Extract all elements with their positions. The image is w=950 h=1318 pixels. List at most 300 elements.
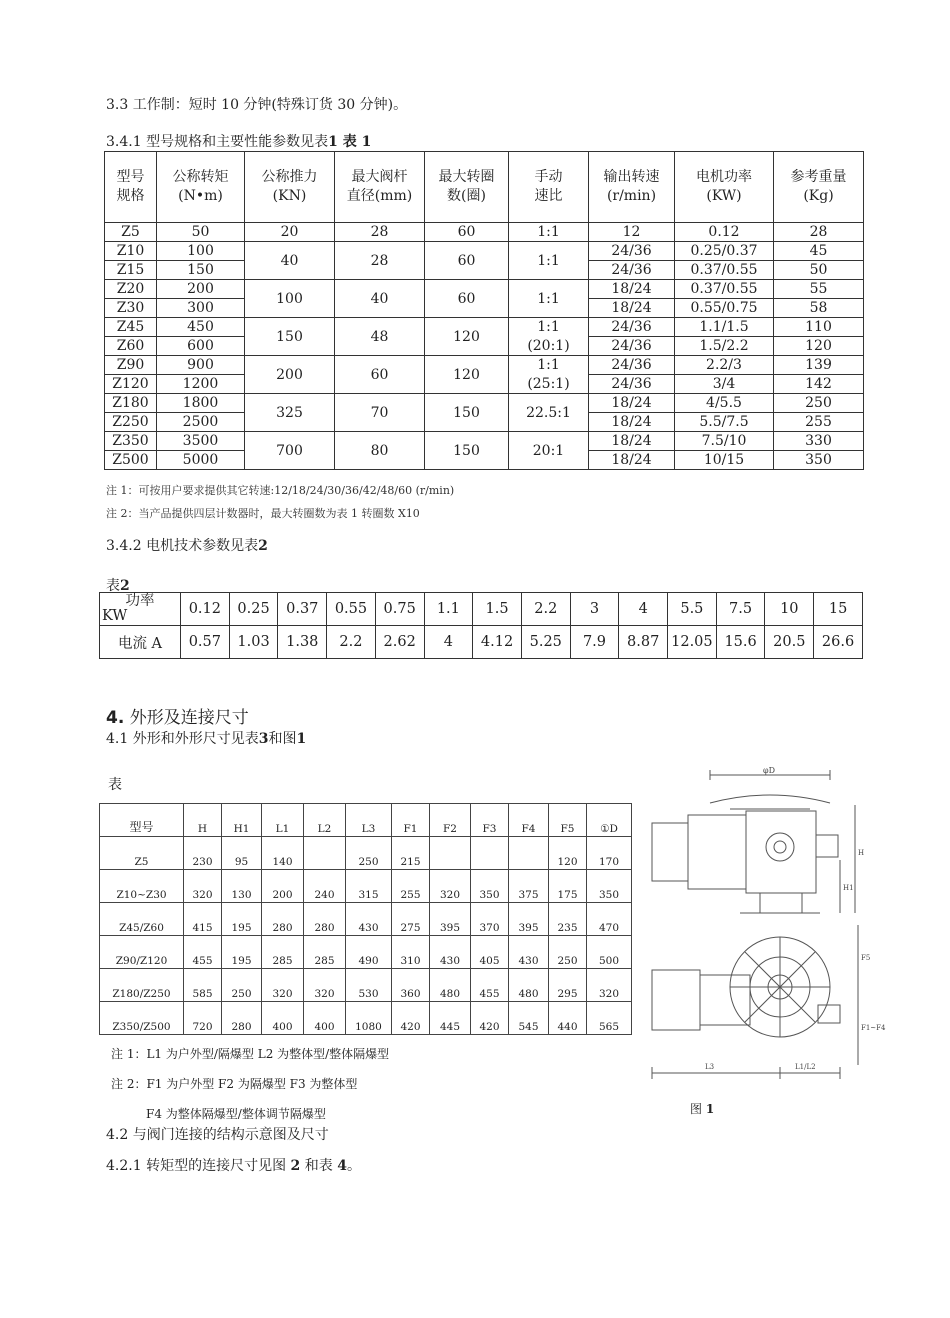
table3-cell: 545 <box>509 1002 549 1035</box>
table1-cell: 18/24 <box>589 413 675 432</box>
plan-gland <box>818 1005 840 1023</box>
table1-cell: 22.5:1 <box>509 394 589 432</box>
table3-cell: 285 <box>262 936 304 969</box>
table1-cell: (20:1) <box>509 337 589 356</box>
table3-header-cell: F5 <box>549 804 587 837</box>
table1-cell: 60 <box>425 242 509 280</box>
table3-cell: Z10~Z30 <box>100 870 184 903</box>
table1-row <box>105 223 864 242</box>
table1-note-1: 注 1：可按用户要求提供其它转速:12/18/24/30/36/42/48/60 (r/min) <box>106 484 455 497</box>
table1-cell: Z15 <box>105 261 157 280</box>
table3-cell: 200 <box>262 870 304 903</box>
table3-cell: 370 <box>471 903 509 936</box>
table3-cell <box>509 837 549 870</box>
table1-header-cell <box>157 152 245 223</box>
table1-cell: Z10 <box>105 242 157 261</box>
table1-cell: 24/36 <box>589 318 675 337</box>
table1-cell: Z90 <box>105 356 157 375</box>
power-value: 1.5 <box>473 593 522 626</box>
table1-header-cell <box>675 152 774 223</box>
table1-cell: 200 <box>157 280 245 299</box>
table3-cell: 470 <box>587 903 632 936</box>
table3-cell: 280 <box>262 903 304 936</box>
section-4-1-heading-clipped <box>106 726 506 747</box>
table3-cell: 720 <box>184 1002 222 1035</box>
table3-cell: 400 <box>304 1002 346 1035</box>
current-value: 1.38 <box>278 626 327 659</box>
table1-cell: 20 <box>245 223 335 242</box>
table1-cell: 18/24 <box>589 394 675 413</box>
table1-cell: 80 <box>335 432 425 470</box>
table1-cell: 18/24 <box>589 280 675 299</box>
table1-cell: Z5 <box>105 223 157 242</box>
table1-row <box>105 242 864 261</box>
figure1-caption <box>690 1100 714 1117</box>
table3-cell: 170 <box>587 837 632 870</box>
table1-cell: 2500 <box>157 413 245 432</box>
table1-cell: 18/24 <box>589 432 675 451</box>
power-row-label <box>100 593 181 626</box>
table3-note-3: F4 为整体隔爆型/整体调节隔爆型 <box>146 1107 326 1121</box>
table1-header-line: (N•m) <box>178 188 223 204</box>
power-label: 功率 <box>125 593 155 609</box>
power-value: 3 <box>570 593 619 626</box>
table1-note-2: 注 2：当产品提供四层计数器时，最大转圈数为表 1 转圈数 X10 <box>106 507 420 520</box>
table3-cell: 420 <box>471 1002 509 1035</box>
table1-cell: 1200 <box>157 375 245 394</box>
table3-cell: 295 <box>549 969 587 1002</box>
table1-cell: 0.37/0.55 <box>675 280 774 299</box>
table3-cell: 565 <box>587 1002 632 1035</box>
table3-cell: 255 <box>392 870 430 903</box>
indicator-inner <box>774 841 786 853</box>
table2-caption-number: 2 <box>120 578 130 594</box>
power-value: 0.25 <box>229 593 278 626</box>
table1-cell: 0.12 <box>675 223 774 242</box>
table3-cell: 430 <box>509 936 549 969</box>
table3-header-cell: 型号 <box>100 804 184 837</box>
table1-cell: 70 <box>335 394 425 432</box>
table1-cell: 48 <box>335 318 425 356</box>
table1-header-line: (Kg) <box>803 188 834 204</box>
table3-cell: 175 <box>549 870 587 903</box>
table3-header-cell: F3 <box>471 804 509 837</box>
table3-note-3-clip <box>146 1104 446 1121</box>
handwheel-rim <box>710 795 830 803</box>
table1-cell: 1:1 <box>509 356 589 375</box>
section-3-4-1-table-ref: 1 表 1 <box>328 134 372 150</box>
current-value: 4 <box>424 626 473 659</box>
table1-row <box>105 280 864 299</box>
power-value: 5.5 <box>668 593 717 626</box>
table1-cell: 0.55/0.75 <box>675 299 774 318</box>
table1-cell: 50 <box>774 261 864 280</box>
table1-cell: 20:1 <box>509 432 589 470</box>
table1-cell: 40 <box>335 280 425 318</box>
figure1-caption-text: 图 <box>690 1102 703 1116</box>
table3-cell: 480 <box>430 969 471 1002</box>
table1-row <box>105 318 864 337</box>
table1-cell: (25:1) <box>509 375 589 394</box>
table3-cell: 430 <box>430 936 471 969</box>
cable-gland <box>816 835 838 857</box>
table1-header-cell <box>335 152 425 223</box>
table1-cell: 55 <box>774 280 864 299</box>
table1-cell: 139 <box>774 356 864 375</box>
section-4-1-text <box>106 728 306 748</box>
table3-cell: 285 <box>304 936 346 969</box>
table3-cell: 350 <box>471 870 509 903</box>
table1-cell: 24/36 <box>589 337 675 356</box>
table3-cell: 320 <box>184 870 222 903</box>
table1-cell: 120 <box>774 337 864 356</box>
table3-cell: 240 <box>304 870 346 903</box>
table1-cell: 1:1 <box>509 242 589 280</box>
power-value: 1.1 <box>424 593 473 626</box>
table3-cell: 490 <box>346 936 392 969</box>
actuator-outline-drawing <box>640 765 886 1085</box>
power-value: 15 <box>814 593 863 626</box>
label-F5: F5 <box>861 954 871 962</box>
table3-header-cell: L3 <box>346 804 392 837</box>
actuator-body <box>746 811 816 893</box>
table1-row <box>105 432 864 451</box>
table1-cell: 24/36 <box>589 261 675 280</box>
table1-cell: Z350 <box>105 432 157 451</box>
table1-cell: 45 <box>774 242 864 261</box>
power-value: 0.12 <box>181 593 230 626</box>
table1-header-cell <box>245 152 335 223</box>
table3-header-cell: F2 <box>430 804 471 837</box>
table1-cell: 1:1 <box>509 280 589 318</box>
table3-row <box>100 870 632 903</box>
table1-cell: 450 <box>157 318 245 337</box>
table1-cell: 600 <box>157 337 245 356</box>
table1-cell: 150 <box>425 394 509 432</box>
table3-cell: 95 <box>222 837 262 870</box>
power-value: 0.37 <box>278 593 327 626</box>
table1-cell: 3/4 <box>675 375 774 394</box>
table1-cell: 150 <box>245 318 335 356</box>
table3-cell: 415 <box>184 903 222 936</box>
table1-cell: Z180 <box>105 394 157 413</box>
label-F1F4: F1~F4 <box>861 1024 886 1032</box>
table1-cell: 7.5/10 <box>675 432 774 451</box>
table3-header-cell: F1 <box>392 804 430 837</box>
indicator-window <box>766 833 794 861</box>
table3-cell: 320 <box>262 969 304 1002</box>
table3-cell: Z90/Z120 <box>100 936 184 969</box>
section-3-4-1-heading <box>106 131 371 151</box>
section-4-2-1-figure-ref: 2 <box>290 1158 301 1174</box>
table1-header-line: 手动 <box>534 169 563 185</box>
current-value: 1.03 <box>229 626 278 659</box>
section-4-2-1-text-c: 和表 <box>304 1158 333 1174</box>
table1-cell: 1.1/1.5 <box>675 318 774 337</box>
section-4-1-table-ref: 3 <box>258 731 269 747</box>
table1-header-line: (KW) <box>706 188 742 204</box>
table1-header-line: 速比 <box>534 188 563 204</box>
table1-cell: 700 <box>245 432 335 470</box>
section-4-number: 4. <box>106 708 125 728</box>
power-value: 2.2 <box>521 593 570 626</box>
table3-cell: 375 <box>509 870 549 903</box>
label-L1L2: L1/L2 <box>795 1063 816 1071</box>
gear-housing <box>688 815 746 889</box>
table1-header-row <box>105 152 864 223</box>
table3-cell: 585 <box>184 969 222 1002</box>
table3-cell <box>471 837 509 870</box>
table3-cell: Z350/Z500 <box>100 1002 184 1035</box>
table1-cell: Z120 <box>105 375 157 394</box>
table3-note-1: 注 1：L1 为户外型/隔爆型 L2 为整体型/整体隔爆型 <box>111 1047 390 1061</box>
table1-cell: 24/36 <box>589 242 675 261</box>
section-4-heading <box>106 703 249 728</box>
table1-cell: 150 <box>425 432 509 470</box>
table1-cell: 142 <box>774 375 864 394</box>
table1-cell: 4/5.5 <box>675 394 774 413</box>
table3-cell: 420 <box>392 1002 430 1035</box>
current-value: 4.12 <box>473 626 522 659</box>
table1-header-cell <box>774 152 864 223</box>
table1-cell: 250 <box>774 394 864 413</box>
label-H1: H1 <box>843 884 854 892</box>
table3-cell: 320 <box>587 969 632 1002</box>
table1-cell: 60 <box>335 356 425 394</box>
table1-cell: 330 <box>774 432 864 451</box>
current-value: 7.9 <box>570 626 619 659</box>
table1-cell: Z500 <box>105 451 157 470</box>
table3-cell: 235 <box>549 903 587 936</box>
current-value: 2.62 <box>375 626 424 659</box>
motor-parameters-table <box>99 592 863 659</box>
table1-header-line: 参考重量 <box>790 169 847 185</box>
table1-cell: Z30 <box>105 299 157 318</box>
table1-cell: Z250 <box>105 413 157 432</box>
table1-cell: 58 <box>774 299 864 318</box>
table1-header-cell <box>105 152 157 223</box>
table1-cell: 3500 <box>157 432 245 451</box>
table1-header-line: 最大转圈 <box>438 169 495 185</box>
table1-cell: Z60 <box>105 337 157 356</box>
table3-header-cell: F4 <box>509 804 549 837</box>
label-H: H <box>858 849 865 857</box>
table3-cell: 480 <box>509 969 549 1002</box>
power-value: 4 <box>619 593 668 626</box>
section-3-4-2-text: 3.4.2 电机技术参数见表 <box>106 538 259 554</box>
table3-cell: 430 <box>346 903 392 936</box>
table3-header-cell: H1 <box>222 804 262 837</box>
table3-header-cell: ①D <box>587 804 632 837</box>
table1-header-cell <box>425 152 509 223</box>
table3-cell: Z5 <box>100 837 184 870</box>
table1-cell: 325 <box>245 394 335 432</box>
power-value: 10 <box>765 593 814 626</box>
table3-cell: 445 <box>430 1002 471 1035</box>
table3-cell: 230 <box>184 837 222 870</box>
table3-cell: 320 <box>304 969 346 1002</box>
current-value: 12.05 <box>668 626 717 659</box>
current-value: 20.5 <box>765 626 814 659</box>
table1-cell: 12 <box>589 223 675 242</box>
table1-cell: 110 <box>774 318 864 337</box>
table1-cell: 0.37/0.55 <box>675 261 774 280</box>
table3-cell <box>304 837 346 870</box>
table1-cell: 2.2/3 <box>675 356 774 375</box>
table1-cell: 18/24 <box>589 299 675 318</box>
table1-cell: 100 <box>157 242 245 261</box>
current-row <box>100 626 863 659</box>
table1-cell: 255 <box>774 413 864 432</box>
section-4-1-text-a: 4.1 外形和外形尺寸见表 <box>106 731 259 747</box>
table1-header-line: 规格 <box>116 188 145 204</box>
table1-cell: 150 <box>157 261 245 280</box>
table3-cell: 250 <box>549 936 587 969</box>
table1-cell: 40 <box>245 242 335 280</box>
section-4-2-1-text-a: 4.2.1 转矩型的连接尺寸见图 <box>106 1158 287 1174</box>
table3-cell: 455 <box>471 969 509 1002</box>
table3-cell: 350 <box>587 870 632 903</box>
table3-row <box>100 936 632 969</box>
table3-caption: 表 <box>108 777 122 793</box>
table1-cell: 1.5/2.2 <box>675 337 774 356</box>
table3-cell: 250 <box>346 837 392 870</box>
power-unit: KW <box>102 608 128 624</box>
table3-header-row <box>100 804 632 837</box>
power-row <box>100 593 863 626</box>
power-value: 0.75 <box>375 593 424 626</box>
table1-header-line: 公称推力 <box>261 169 318 185</box>
table1-cell: 1800 <box>157 394 245 413</box>
section-4-2-1-heading <box>106 1155 361 1175</box>
table3-header-cell: L1 <box>262 804 304 837</box>
table1-cell: 200 <box>245 356 335 394</box>
section-4-title: 外形及连接尺寸 <box>129 708 249 728</box>
table3-cell: 395 <box>430 903 471 936</box>
table3-cell: 130 <box>222 870 262 903</box>
table3-cell <box>430 837 471 870</box>
table3-row <box>100 837 632 870</box>
table1-cell: 900 <box>157 356 245 375</box>
table3-cell: 360 <box>392 969 430 1002</box>
table3-note-2-clip <box>111 1074 411 1091</box>
table3-cell: 195 <box>222 936 262 969</box>
power-value: 0.55 <box>327 593 376 626</box>
motor-body <box>652 823 688 881</box>
table3-cell: 500 <box>587 936 632 969</box>
section-4-2-1-table-ref: 4 <box>337 1158 347 1174</box>
table1-header-line: 电机功率 <box>696 169 752 185</box>
power-value: 7.5 <box>716 593 765 626</box>
table3-cell: 530 <box>346 969 392 1002</box>
dimensions-table <box>99 803 632 1035</box>
table3-cell: 280 <box>304 903 346 936</box>
table3-row <box>100 969 632 1002</box>
table1-cell: 100 <box>245 280 335 318</box>
table1-cell: 5000 <box>157 451 245 470</box>
table1-cell: 18/24 <box>589 451 675 470</box>
current-value: 0.57 <box>181 626 230 659</box>
table1-header-line: (KN) <box>272 188 307 204</box>
table1-cell: 120 <box>425 318 509 356</box>
table1-header-cell <box>589 152 675 223</box>
table3-cell: 280 <box>222 1002 262 1035</box>
table1-cell: 0.25/0.37 <box>675 242 774 261</box>
table1-header-line: 数(圈) <box>447 188 486 204</box>
table3-cell: 250 <box>222 969 262 1002</box>
mounting-flange <box>760 893 802 913</box>
table3-note-2: 注 2：F1 为户外型 F2 为隔爆型 F3 为整体型 <box>111 1077 358 1091</box>
current-value: 15.6 <box>716 626 765 659</box>
table3-cell: 395 <box>509 903 549 936</box>
current-value: 2.2 <box>327 626 376 659</box>
table1-cell: 60 <box>425 223 509 242</box>
table1-cell: 28 <box>774 223 864 242</box>
table1-header-line: 最大阀杆 <box>351 169 408 185</box>
table1-cell: 10/15 <box>675 451 774 470</box>
table1-cell: 28 <box>335 242 425 280</box>
table1-row <box>105 356 864 375</box>
table3-cell: 140 <box>262 837 304 870</box>
table1-header-cell <box>509 152 589 223</box>
table1-header-line: 型号 <box>116 169 145 185</box>
plan-motor <box>652 970 700 1030</box>
table3-header-cell: L2 <box>304 804 346 837</box>
table1-cell: Z20 <box>105 280 157 299</box>
table1-cell: 120 <box>425 356 509 394</box>
label-phiD: φD <box>763 766 776 775</box>
table3-row <box>100 1002 632 1035</box>
table1-header-line: (r/min) <box>606 188 657 204</box>
current-value: 8.87 <box>619 626 668 659</box>
table3-cell: 120 <box>549 837 587 870</box>
current-row-label: 电流 A <box>100 626 181 659</box>
table3-header-cell: H <box>184 804 222 837</box>
table1-header-line: 公称转矩 <box>172 169 229 185</box>
table3-row <box>100 903 632 936</box>
table1-cell: 28 <box>335 223 425 242</box>
section-4-1-figure-ref: 1 <box>296 731 307 747</box>
table3-cell: 195 <box>222 903 262 936</box>
table1-cell: 5.5/7.5 <box>675 413 774 432</box>
table1-cell: 60 <box>425 280 509 318</box>
table3-cell: 315 <box>346 870 392 903</box>
table3-cell: 455 <box>184 936 222 969</box>
plan-gear <box>700 975 750 1025</box>
table3-cell: 400 <box>262 1002 304 1035</box>
table1-cell: 24/36 <box>589 375 675 394</box>
section-4-2-1-period: 。 <box>346 1158 361 1174</box>
table1-cell: Z45 <box>105 318 157 337</box>
section-3-4-2-heading <box>106 535 268 555</box>
section-3-4-2-table-ref: 2 <box>258 538 268 554</box>
table3-cell: 320 <box>430 870 471 903</box>
table3-cell: 275 <box>392 903 430 936</box>
section-4-1-text-c: 和图 <box>268 731 297 747</box>
table1-cell: 50 <box>157 223 245 242</box>
performance-parameters-table <box>104 151 864 470</box>
table2-caption-text: 表 <box>106 578 120 594</box>
section-3-3-text: 3.3 工作制：短时 10 分钟(特殊订货 30 分钟)。 <box>106 97 408 113</box>
table1-cell: 1:1 <box>509 223 589 242</box>
table3-cell: 310 <box>392 936 430 969</box>
label-L3: L3 <box>705 1063 715 1071</box>
current-value: 5.25 <box>521 626 570 659</box>
table1-row <box>105 394 864 413</box>
table3-cell: 405 <box>471 936 509 969</box>
table3-cell: 215 <box>392 837 430 870</box>
table1-cell: 24/36 <box>589 356 675 375</box>
